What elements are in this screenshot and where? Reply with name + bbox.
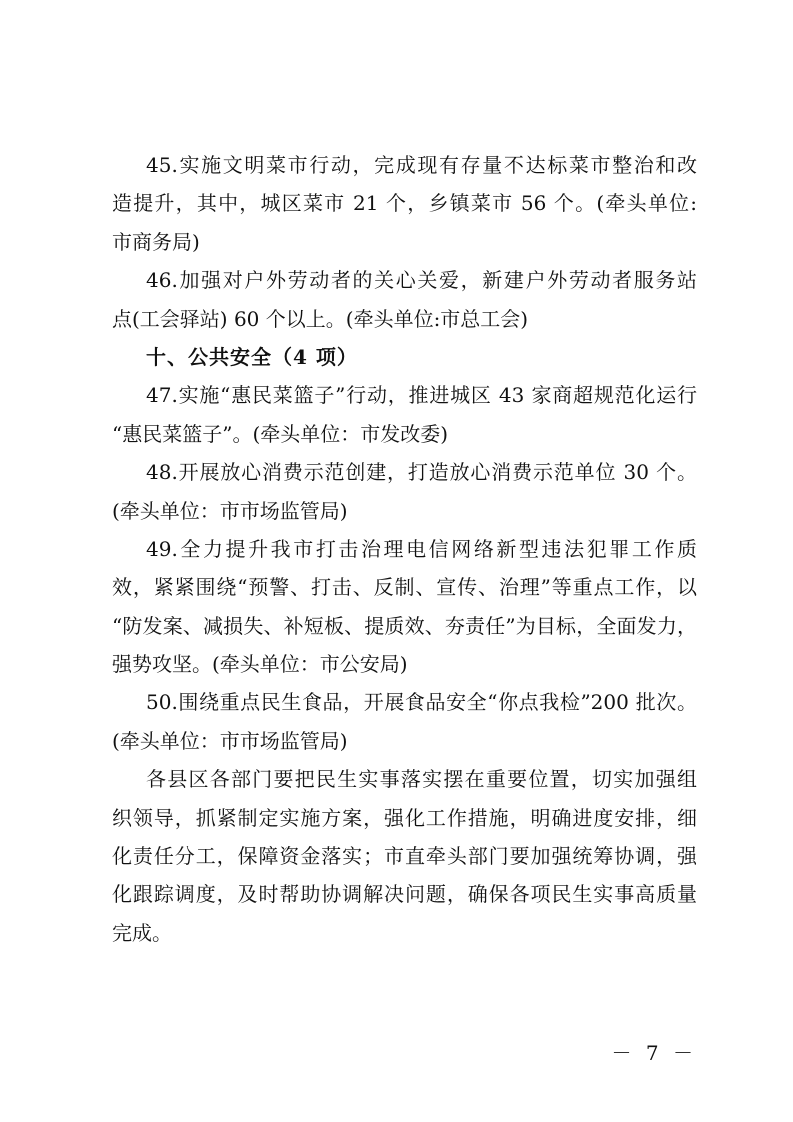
- item-50-line-1: 50.围绕重点民生食品，开展食品安全“你点我检”200 批次。: [146, 690, 697, 715]
- page-number: － 7 －: [611, 1041, 697, 1065]
- closing-paragraph-line-4: 化跟踪调度，及时帮助协调解决问题，确保各项民生实事高质量: [112, 882, 697, 907]
- document-body: [112, 146, 697, 952]
- closing-paragraph-line-2: 织领导，抓紧制定实施方案，强化工作措施，明确进度安排，细: [112, 805, 697, 830]
- item-46-line-1: 46.加强对户外劳动者的关心关爱，新建户外劳动者服务站: [146, 268, 697, 293]
- item-45-line-3: 市商务局): [112, 229, 200, 254]
- item-45-line-2: 造提升，其中，城区菜市 21 个，乡镇菜市 56 个。(牵头单位:: [112, 191, 697, 216]
- item-47-line-2: “惠民菜篮子”。(牵头单位：市发改委): [112, 421, 449, 446]
- item-45-line-1: 45.实施文明菜市行动，完成现有存量不达标菜市整治和改: [146, 153, 697, 177]
- section-heading-public-safety: 十、公共安全（4 项）: [146, 344, 358, 369]
- item-49-line-2: 效，紧紧围绕“预警、打击、反制、宣传、治理”等重点工作，以: [112, 575, 697, 600]
- item-50-line-2: (牵头单位：市市场监管局): [112, 728, 348, 753]
- closing-paragraph-line-3: 化责任分工，保障资金落实；市直牵头部门要加强统筹协调，强: [112, 844, 697, 869]
- item-49-line-3: “防发案、减损失、补短板、提质效、夯责任”为目标，全面发力，: [112, 613, 697, 638]
- closing-paragraph-line-5: 完成。: [112, 920, 172, 945]
- item-48-line-1: 48.开展放心消费示范创建，打造放心消费示范单位 30 个。: [146, 460, 697, 485]
- closing-paragraph-line-1: 各县区各部门要把民生实事落实摆在重要位置，切实加强组: [146, 767, 697, 792]
- item-49-line-1: 49.全力提升我市打击治理电信网络新型违法犯罪工作质: [146, 536, 697, 561]
- item-46-line-2: 点(工会驿站) 60 个以上。(牵头单位:市总工会): [112, 306, 529, 331]
- item-49-line-4: 强势攻坚。(牵头单位：市公安局): [112, 652, 408, 677]
- item-47-line-1: 47.实施“惠民菜篮子”行动，推进城区 43 家商超规范化运行: [146, 383, 697, 408]
- item-48-line-2: (牵头单位：市市场监管局): [112, 498, 348, 523]
